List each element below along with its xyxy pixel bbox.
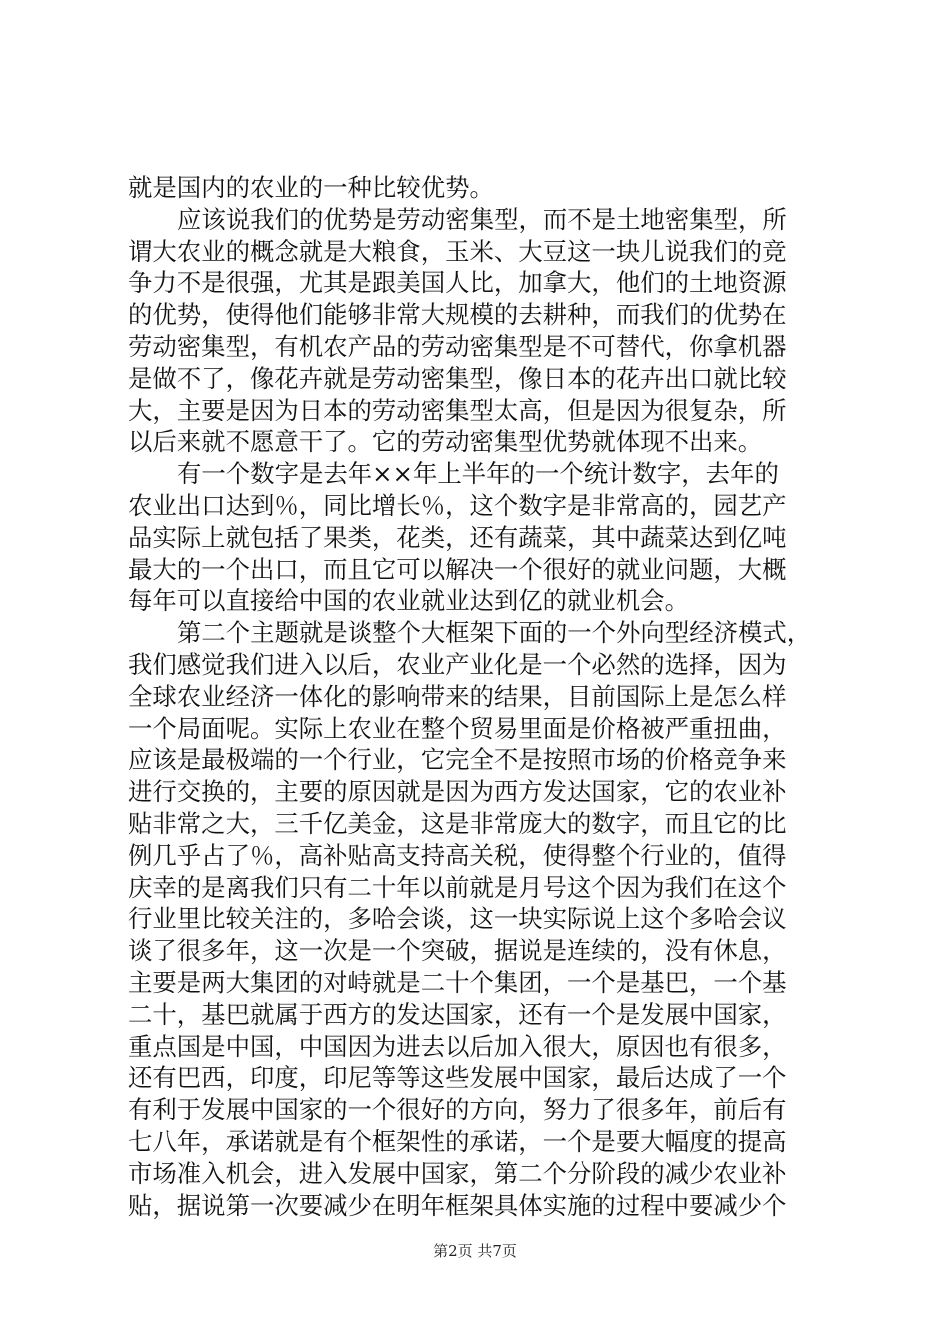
text-line: 农业出口达到％，同比增长％，这个数字是非常高的，园艺产 — [128, 490, 787, 520]
text-line: 劳动密集型，有机农产品的劳动密集型是不可替代，你拿机器 — [128, 331, 787, 361]
text-line: 全球农业经济一体化的影响带来的结果，目前国际上是怎么样 — [128, 681, 787, 711]
text-line: 主要是两大集团的对峙就是二十个集团，一个是基巴，一个基 — [128, 967, 787, 997]
text-line: 的优势，使得他们能够非常大规模的去耕种，而我们的优势在 — [128, 300, 787, 330]
text-line: 七八年，承诺就是有个框架性的承诺，一个是要大幅度的提高 — [128, 1126, 787, 1156]
text-line: 庆幸的是离我们只有二十年以前就是月号这个因为我们在这个 — [128, 872, 787, 902]
text-line: 进行交换的，主要的原因就是因为西方发达国家，它的农业补 — [128, 777, 787, 807]
paragraph-start-line: 有一个数字是去年××年上半年的一个统计数字，去年的 — [177, 459, 779, 489]
text-line: 一个局面呢。实际上农业在整个贸易里面是价格被严重扭曲， — [128, 713, 787, 743]
text-line: 贴，据说第一次要减少在明年框架具体实施的过程中要减少个 — [128, 1190, 787, 1220]
text-line: 每年可以直接给中国的农业就业达到亿的就业机会。 — [128, 586, 689, 616]
text-line: 例几乎占了％，高补贴高支持高关税，使得整个行业的，值得 — [128, 840, 787, 870]
text-line: 谈了很多年，这一次是一个突破，据说是连续的，没有休息， — [128, 936, 787, 966]
text-line: 还有巴西，印度，印尼等等这些发展中国家，最后达成了一个 — [128, 1063, 787, 1093]
paragraph-start-line: 应该说我们的优势是劳动密集型，而不是土地密集型，所 — [177, 204, 787, 234]
text-line: 重点国是中国，中国因为进去以后加入很大，原因也有很多， — [128, 1031, 787, 1061]
text-line: 以后来就不愿意干了。它的劳动密集型优势就体现不出来。 — [128, 427, 763, 457]
text-line: 二十，基巴就属于西方的发达国家，还有一个是发展中国家， — [128, 999, 787, 1029]
text-line: 有利于发展中国家的一个很好的方向，努力了很多年，前后有 — [128, 1095, 787, 1125]
text-line: 是做不了，像花卉就是劳动密集型，像日本的花卉出口就比较 — [128, 363, 787, 393]
text-line: 最大的一个出口，而且它可以解决一个很好的就业问题，大概 — [128, 554, 787, 584]
text-line: 争力不是很强，尤其是跟美国人比，加拿大，他们的土地资源 — [128, 268, 787, 298]
text-line: 品实际上就包括了果类，花类，还有蔬菜，其中蔬菜达到亿吨 — [128, 522, 787, 552]
paragraph-start-line: 第二个主题就是谈整个大框架下面的一个外向型经济模式， — [177, 618, 812, 648]
body-text — [128, 172, 828, 1221]
text-line: 应该是最极端的一个行业，它完全不是按照市场的价格竞争来 — [128, 745, 787, 775]
text-line: 我们感觉我们进入以后，农业产业化是一个必然的选择，因为 — [128, 649, 787, 679]
text-line: 市场准入机会，进入发展中国家，第二个分阶段的减少农业补 — [128, 1158, 787, 1188]
text-line: 谓大农业的概念就是大粮食，玉米、大豆这一块儿说我们的竞 — [128, 236, 787, 266]
text-line: 行业里比较关注的，多哈会谈，这一块实际说上这个多哈会议 — [128, 904, 787, 934]
text-line: 就是国内的农业的一种比较优势。 — [128, 173, 494, 202]
text-line: 贴非常之大，三千亿美金，这是非常庞大的数字，而且它的比 — [128, 808, 787, 838]
text-line: 大，主要是因为日本的劳动密集型太高，但是因为很复杂，所 — [128, 395, 787, 425]
page-number-footer: 第2页 共7页 — [433, 1242, 517, 1260]
